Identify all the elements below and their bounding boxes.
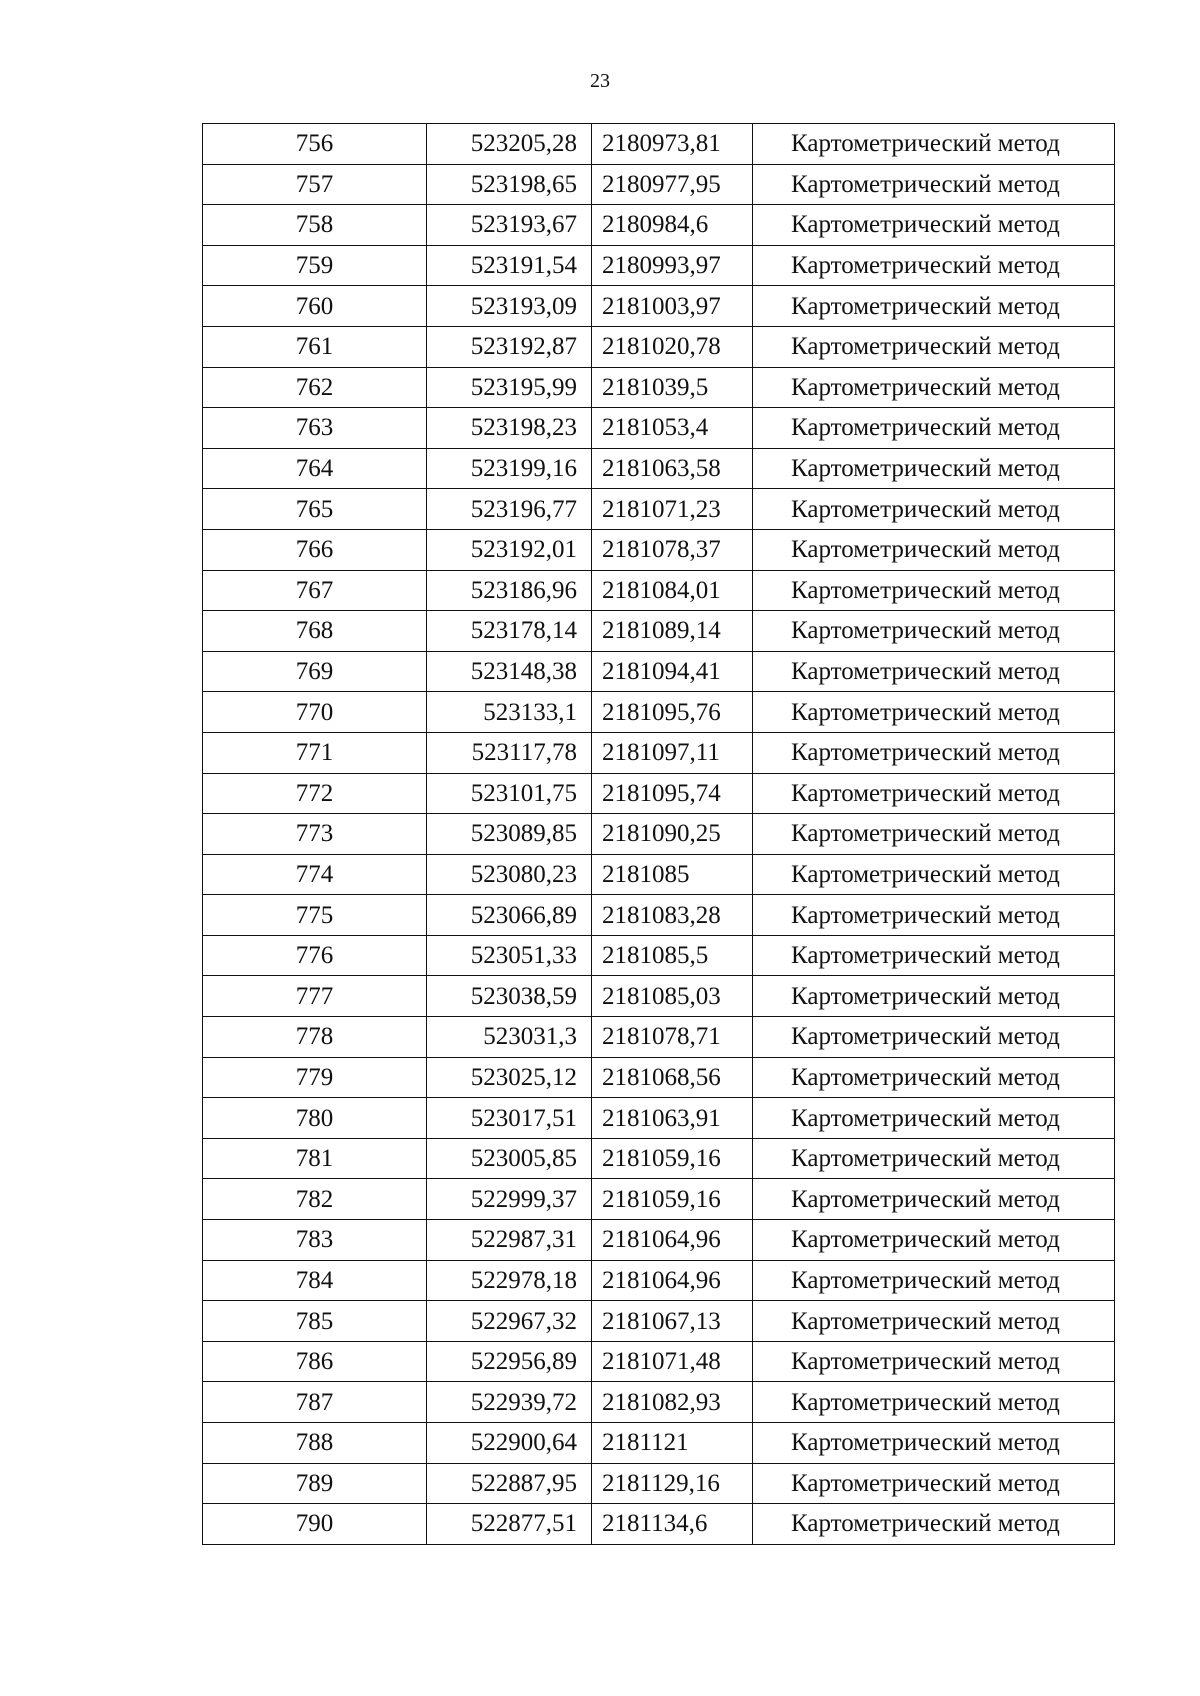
point-number-cell: 770	[203, 692, 427, 733]
y-coordinate-cell: 2181020,78	[592, 326, 753, 367]
point-number-cell: 771	[203, 732, 427, 773]
x-coordinate-cell: 523117,78	[427, 732, 592, 773]
table-row	[203, 164, 1115, 205]
y-coordinate-cell: 2181059,16	[592, 1179, 753, 1220]
coordinates-table	[202, 123, 1115, 1545]
point-number-cell: 777	[203, 976, 427, 1017]
x-coordinate-cell: 522900,64	[427, 1423, 592, 1464]
x-coordinate-cell: 523198,23	[427, 408, 592, 449]
table-row	[203, 1341, 1115, 1382]
point-number-cell: 787	[203, 1382, 427, 1423]
point-number-cell: 772	[203, 773, 427, 814]
method-cell: Картометрический метод	[753, 1341, 1115, 1382]
x-coordinate-cell: 523192,01	[427, 529, 592, 570]
y-coordinate-cell: 2181085	[592, 854, 753, 895]
y-coordinate-cell: 2181097,11	[592, 732, 753, 773]
y-coordinate-cell: 2181089,14	[592, 611, 753, 652]
point-number-cell: 762	[203, 367, 427, 408]
method-cell: Картометрический метод	[753, 1463, 1115, 1504]
table-row	[203, 205, 1115, 246]
method-cell: Картометрический метод	[753, 1220, 1115, 1261]
table-row	[203, 124, 1115, 165]
table-row	[203, 326, 1115, 367]
table-row	[203, 854, 1115, 895]
point-number-cell: 781	[203, 1138, 427, 1179]
x-coordinate-cell: 523186,96	[427, 570, 592, 611]
point-number-cell: 785	[203, 1301, 427, 1342]
method-cell: Картометрический метод	[753, 408, 1115, 449]
method-cell: Картометрический метод	[753, 732, 1115, 773]
method-cell: Картометрический метод	[753, 814, 1115, 855]
point-number-cell: 783	[203, 1220, 427, 1261]
method-cell: Картометрический метод	[753, 935, 1115, 976]
y-coordinate-cell: 2181059,16	[592, 1138, 753, 1179]
table-row	[203, 286, 1115, 327]
point-number-cell: 778	[203, 1017, 427, 1058]
table-row	[203, 773, 1115, 814]
y-coordinate-cell: 2181064,96	[592, 1220, 753, 1261]
point-number-cell: 780	[203, 1098, 427, 1139]
y-coordinate-cell: 2181094,41	[592, 651, 753, 692]
table-row	[203, 529, 1115, 570]
x-coordinate-cell: 523025,12	[427, 1057, 592, 1098]
x-coordinate-cell: 523195,99	[427, 367, 592, 408]
table-row	[203, 489, 1115, 530]
y-coordinate-cell: 2181085,5	[592, 935, 753, 976]
x-coordinate-cell: 523196,77	[427, 489, 592, 530]
table-row	[203, 1220, 1115, 1261]
method-cell: Картометрический метод	[753, 489, 1115, 530]
point-number-cell: 779	[203, 1057, 427, 1098]
method-cell: Картометрический метод	[753, 326, 1115, 367]
x-coordinate-cell: 522877,51	[427, 1504, 592, 1545]
point-number-cell: 782	[203, 1179, 427, 1220]
x-coordinate-cell: 523193,09	[427, 286, 592, 327]
method-cell: Картометрический метод	[753, 976, 1115, 1017]
point-number-cell: 758	[203, 205, 427, 246]
method-cell: Картометрический метод	[753, 854, 1115, 895]
x-coordinate-cell: 523199,16	[427, 448, 592, 489]
point-number-cell: 761	[203, 326, 427, 367]
table-row	[203, 692, 1115, 733]
method-cell: Картометрический метод	[753, 1423, 1115, 1464]
table-row	[203, 367, 1115, 408]
y-coordinate-cell: 2180984,6	[592, 205, 753, 246]
point-number-cell: 786	[203, 1341, 427, 1382]
x-coordinate-cell: 523005,85	[427, 1138, 592, 1179]
method-cell: Картометрический метод	[753, 1179, 1115, 1220]
table-row	[203, 651, 1115, 692]
point-number-cell: 763	[203, 408, 427, 449]
method-cell: Картометрический метод	[753, 1098, 1115, 1139]
y-coordinate-cell: 2181039,5	[592, 367, 753, 408]
y-coordinate-cell: 2181078,37	[592, 529, 753, 570]
x-coordinate-cell: 523080,23	[427, 854, 592, 895]
table-row	[203, 1260, 1115, 1301]
method-cell: Картометрический метод	[753, 245, 1115, 286]
x-coordinate-cell: 522939,72	[427, 1382, 592, 1423]
y-coordinate-cell: 2181071,23	[592, 489, 753, 530]
table-row	[203, 895, 1115, 936]
y-coordinate-cell: 2181003,97	[592, 286, 753, 327]
page-number: 23	[590, 70, 610, 92]
point-number-cell: 757	[203, 164, 427, 205]
table-row	[203, 570, 1115, 611]
method-cell: Картометрический метод	[753, 1138, 1115, 1179]
y-coordinate-cell: 2181063,91	[592, 1098, 753, 1139]
table-row	[203, 732, 1115, 773]
y-coordinate-cell: 2181078,71	[592, 1017, 753, 1058]
x-coordinate-cell: 523198,65	[427, 164, 592, 205]
y-coordinate-cell: 2181064,96	[592, 1260, 753, 1301]
point-number-cell: 773	[203, 814, 427, 855]
method-cell: Картометрический метод	[753, 1301, 1115, 1342]
method-cell: Картометрический метод	[753, 611, 1115, 652]
y-coordinate-cell: 2181085,03	[592, 976, 753, 1017]
table-row	[203, 1138, 1115, 1179]
method-cell: Картометрический метод	[753, 773, 1115, 814]
point-number-cell: 789	[203, 1463, 427, 1504]
table-row	[203, 1301, 1115, 1342]
method-cell: Картометрический метод	[753, 1382, 1115, 1423]
method-cell: Картометрический метод	[753, 164, 1115, 205]
x-coordinate-cell: 523089,85	[427, 814, 592, 855]
point-number-cell: 788	[203, 1423, 427, 1464]
x-coordinate-cell: 523031,3	[427, 1017, 592, 1058]
table-row	[203, 1057, 1115, 1098]
table-row	[203, 1463, 1115, 1504]
table-row	[203, 245, 1115, 286]
y-coordinate-cell: 2181082,93	[592, 1382, 753, 1423]
x-coordinate-cell: 523192,87	[427, 326, 592, 367]
table-row	[203, 814, 1115, 855]
method-cell: Картометрический метод	[753, 651, 1115, 692]
x-coordinate-cell: 523038,59	[427, 976, 592, 1017]
x-coordinate-cell: 523191,54	[427, 245, 592, 286]
table-row	[203, 1504, 1115, 1545]
table-row	[203, 1098, 1115, 1139]
point-number-cell: 760	[203, 286, 427, 327]
table-row	[203, 1179, 1115, 1220]
y-coordinate-cell: 2181067,13	[592, 1301, 753, 1342]
table-row	[203, 1382, 1115, 1423]
x-coordinate-cell: 523066,89	[427, 895, 592, 936]
table-row	[203, 935, 1115, 976]
table-row	[203, 1423, 1115, 1464]
x-coordinate-cell: 522956,89	[427, 1341, 592, 1382]
method-cell: Картометрический метод	[753, 570, 1115, 611]
y-coordinate-cell: 2180973,81	[592, 124, 753, 165]
y-coordinate-cell: 2181134,6	[592, 1504, 753, 1545]
y-coordinate-cell: 2181129,16	[592, 1463, 753, 1504]
y-coordinate-cell: 2181068,56	[592, 1057, 753, 1098]
table-row	[203, 408, 1115, 449]
y-coordinate-cell: 2181063,58	[592, 448, 753, 489]
method-cell: Картометрический метод	[753, 286, 1115, 327]
method-cell: Картометрический метод	[753, 1504, 1115, 1545]
x-coordinate-cell: 522999,37	[427, 1179, 592, 1220]
x-coordinate-cell: 523017,51	[427, 1098, 592, 1139]
point-number-cell: 765	[203, 489, 427, 530]
point-number-cell: 775	[203, 895, 427, 936]
point-number-cell: 774	[203, 854, 427, 895]
y-coordinate-cell: 2181053,4	[592, 408, 753, 449]
point-number-cell: 790	[203, 1504, 427, 1545]
point-number-cell: 756	[203, 124, 427, 165]
y-coordinate-cell: 2181095,76	[592, 692, 753, 733]
point-number-cell: 784	[203, 1260, 427, 1301]
point-number-cell: 759	[203, 245, 427, 286]
method-cell: Картометрический метод	[753, 529, 1115, 570]
coordinates-table-body	[203, 124, 1115, 1545]
x-coordinate-cell: 522978,18	[427, 1260, 592, 1301]
point-number-cell: 768	[203, 611, 427, 652]
y-coordinate-cell: 2181121	[592, 1423, 753, 1464]
x-coordinate-cell: 523101,75	[427, 773, 592, 814]
method-cell: Картометрический метод	[753, 367, 1115, 408]
method-cell: Картометрический метод	[753, 1017, 1115, 1058]
x-coordinate-cell: 523051,33	[427, 935, 592, 976]
x-coordinate-cell: 523178,14	[427, 611, 592, 652]
point-number-cell: 767	[203, 570, 427, 611]
point-number-cell: 776	[203, 935, 427, 976]
x-coordinate-cell: 522887,95	[427, 1463, 592, 1504]
method-cell: Картометрический метод	[753, 895, 1115, 936]
point-number-cell: 764	[203, 448, 427, 489]
method-cell: Картометрический метод	[753, 124, 1115, 165]
x-coordinate-cell: 523133,1	[427, 692, 592, 733]
y-coordinate-cell: 2181095,74	[592, 773, 753, 814]
y-coordinate-cell: 2181084,01	[592, 570, 753, 611]
method-cell: Картометрический метод	[753, 692, 1115, 733]
y-coordinate-cell: 2181083,28	[592, 895, 753, 936]
y-coordinate-cell: 2181090,25	[592, 814, 753, 855]
method-cell: Картометрический метод	[753, 1260, 1115, 1301]
method-cell: Картометрический метод	[753, 448, 1115, 489]
x-coordinate-cell: 523148,38	[427, 651, 592, 692]
method-cell: Картометрический метод	[753, 1057, 1115, 1098]
x-coordinate-cell: 523205,28	[427, 124, 592, 165]
table-row	[203, 1017, 1115, 1058]
y-coordinate-cell: 2180993,97	[592, 245, 753, 286]
x-coordinate-cell: 522967,32	[427, 1301, 592, 1342]
x-coordinate-cell: 523193,67	[427, 205, 592, 246]
x-coordinate-cell: 522987,31	[427, 1220, 592, 1261]
table-row	[203, 448, 1115, 489]
method-cell: Картометрический метод	[753, 205, 1115, 246]
table-row	[203, 976, 1115, 1017]
y-coordinate-cell: 2180977,95	[592, 164, 753, 205]
table-row	[203, 611, 1115, 652]
y-coordinate-cell: 2181071,48	[592, 1341, 753, 1382]
point-number-cell: 766	[203, 529, 427, 570]
point-number-cell: 769	[203, 651, 427, 692]
